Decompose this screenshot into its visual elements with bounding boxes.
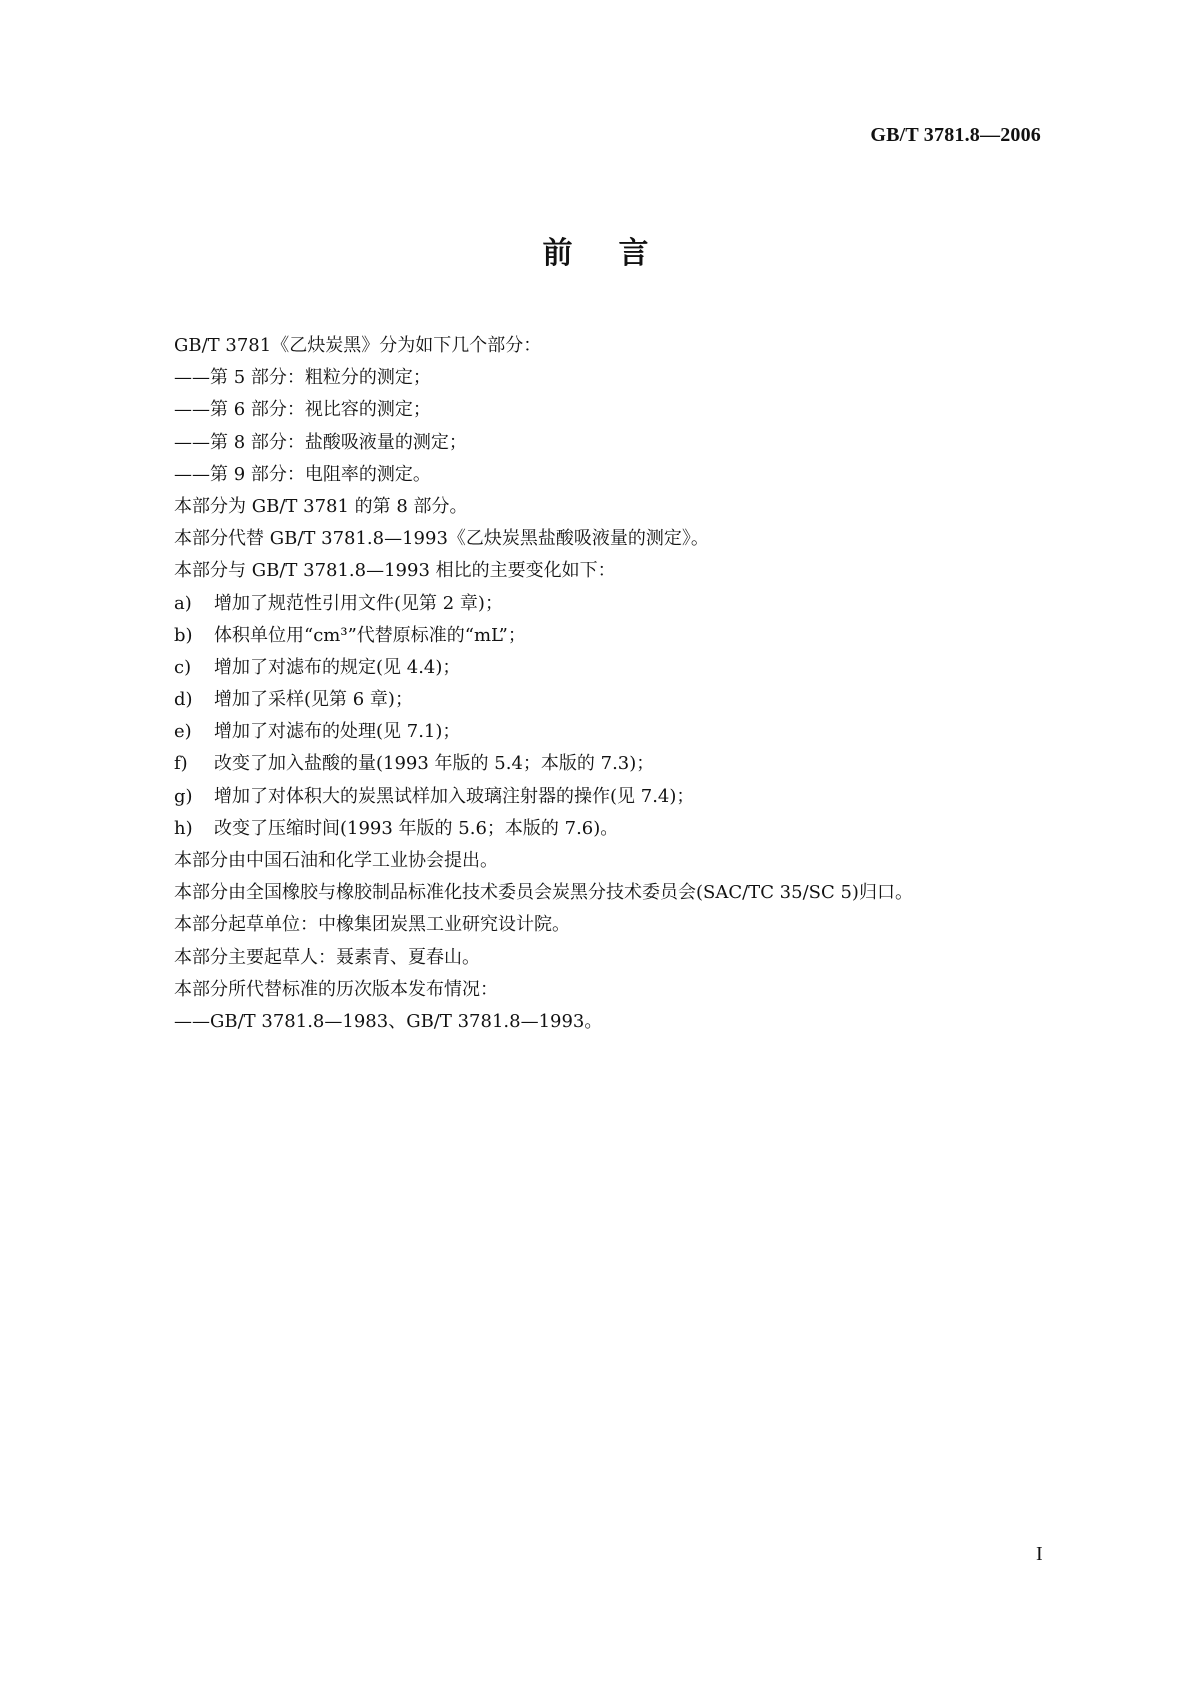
part-item: ——第 8 部分：盐酸吸液量的测定；: [174, 431, 467, 453]
change-marker: e): [174, 721, 192, 743]
change-marker: f): [174, 753, 188, 775]
statement-paragraph: 本部分代替 GB/T 3781.8—1993《乙炔炭黑盐酸吸液量的测定》。: [174, 528, 709, 550]
change-text: 增加了规范性引用文件(见第 2 章)；: [214, 592, 503, 614]
statement-paragraph: 本部分主要起草人：聂素青、夏春山。: [174, 946, 480, 968]
change-text: 改变了压缩时间(1993 年版的 5.6；本版的 7.6)。: [214, 817, 619, 839]
part-item: ——第 5 部分：粗粒分的测定；: [174, 367, 431, 389]
page-title: 前言: [542, 236, 695, 271]
change-text: 增加了对滤布的处理(见 7.1)；: [214, 721, 461, 743]
change-item: [174, 684, 1054, 716]
change-marker: g): [174, 785, 193, 807]
statement-paragraph: 本部分由全国橡胶与橡胶制品标准化技术委员会炭黑分技术委员会(SAC/TC 35/SC 5)归口。: [174, 882, 913, 904]
change-text: 改变了加入盐酸的量(1993 年版的 5.4；本版的 7.3)；: [214, 753, 655, 775]
change-text: 增加了采样(见第 6 章)；: [214, 689, 413, 711]
change-item: [174, 588, 1054, 620]
change-marker: d): [174, 689, 193, 711]
change-marker: c): [174, 656, 192, 678]
part-item: ——第 6 部分：视比容的测定；: [174, 399, 431, 421]
change-item: [174, 652, 1054, 684]
history-item: ——GB/T 3781.8—1983、GB/T 3781.8—1993。: [174, 1010, 603, 1032]
change-item: [174, 748, 1054, 780]
statement-paragraph: 本部分起草单位：中橡集团炭黑工业研究设计院。: [174, 914, 570, 936]
change-item: [174, 716, 1054, 748]
change-marker: a): [174, 592, 192, 614]
statement-paragraph: 本部分由中国石油和化学工业协会提出。: [174, 850, 498, 871]
change-marker: b): [174, 624, 193, 646]
statement-paragraph: 本部分所代替标准的历次版本发布情况：: [174, 978, 498, 1000]
statement-paragraph: 本部分为 GB/T 3781 的第 8 部分。: [174, 495, 468, 517]
change-text: 增加了对滤布的规定(见 4.4)；: [214, 656, 461, 678]
change-item: [174, 781, 1054, 813]
change-item: [174, 620, 1054, 652]
part-item: ——第 9 部分：电阻率的测定。: [174, 463, 431, 485]
foreword-body: [174, 330, 1054, 1038]
change-marker: h): [174, 817, 193, 839]
change-text: 体积单位用“cm³”代替原标准的“mL”；: [214, 624, 526, 646]
page-number: I: [1036, 1543, 1043, 1565]
standard-code: GB/T 3781.8—2006: [870, 124, 1041, 146]
statement-paragraph: 本部分与 GB/T 3781.8—1993 相比的主要变化如下：: [174, 560, 616, 582]
intro-paragraph: GB/T 3781《乙炔炭黑》分为如下几个部分：: [174, 335, 542, 356]
change-item: [174, 813, 1054, 845]
change-text: 增加了对体积大的炭黑试样加入玻璃注射器的操作(见 7.4)；: [214, 785, 695, 807]
